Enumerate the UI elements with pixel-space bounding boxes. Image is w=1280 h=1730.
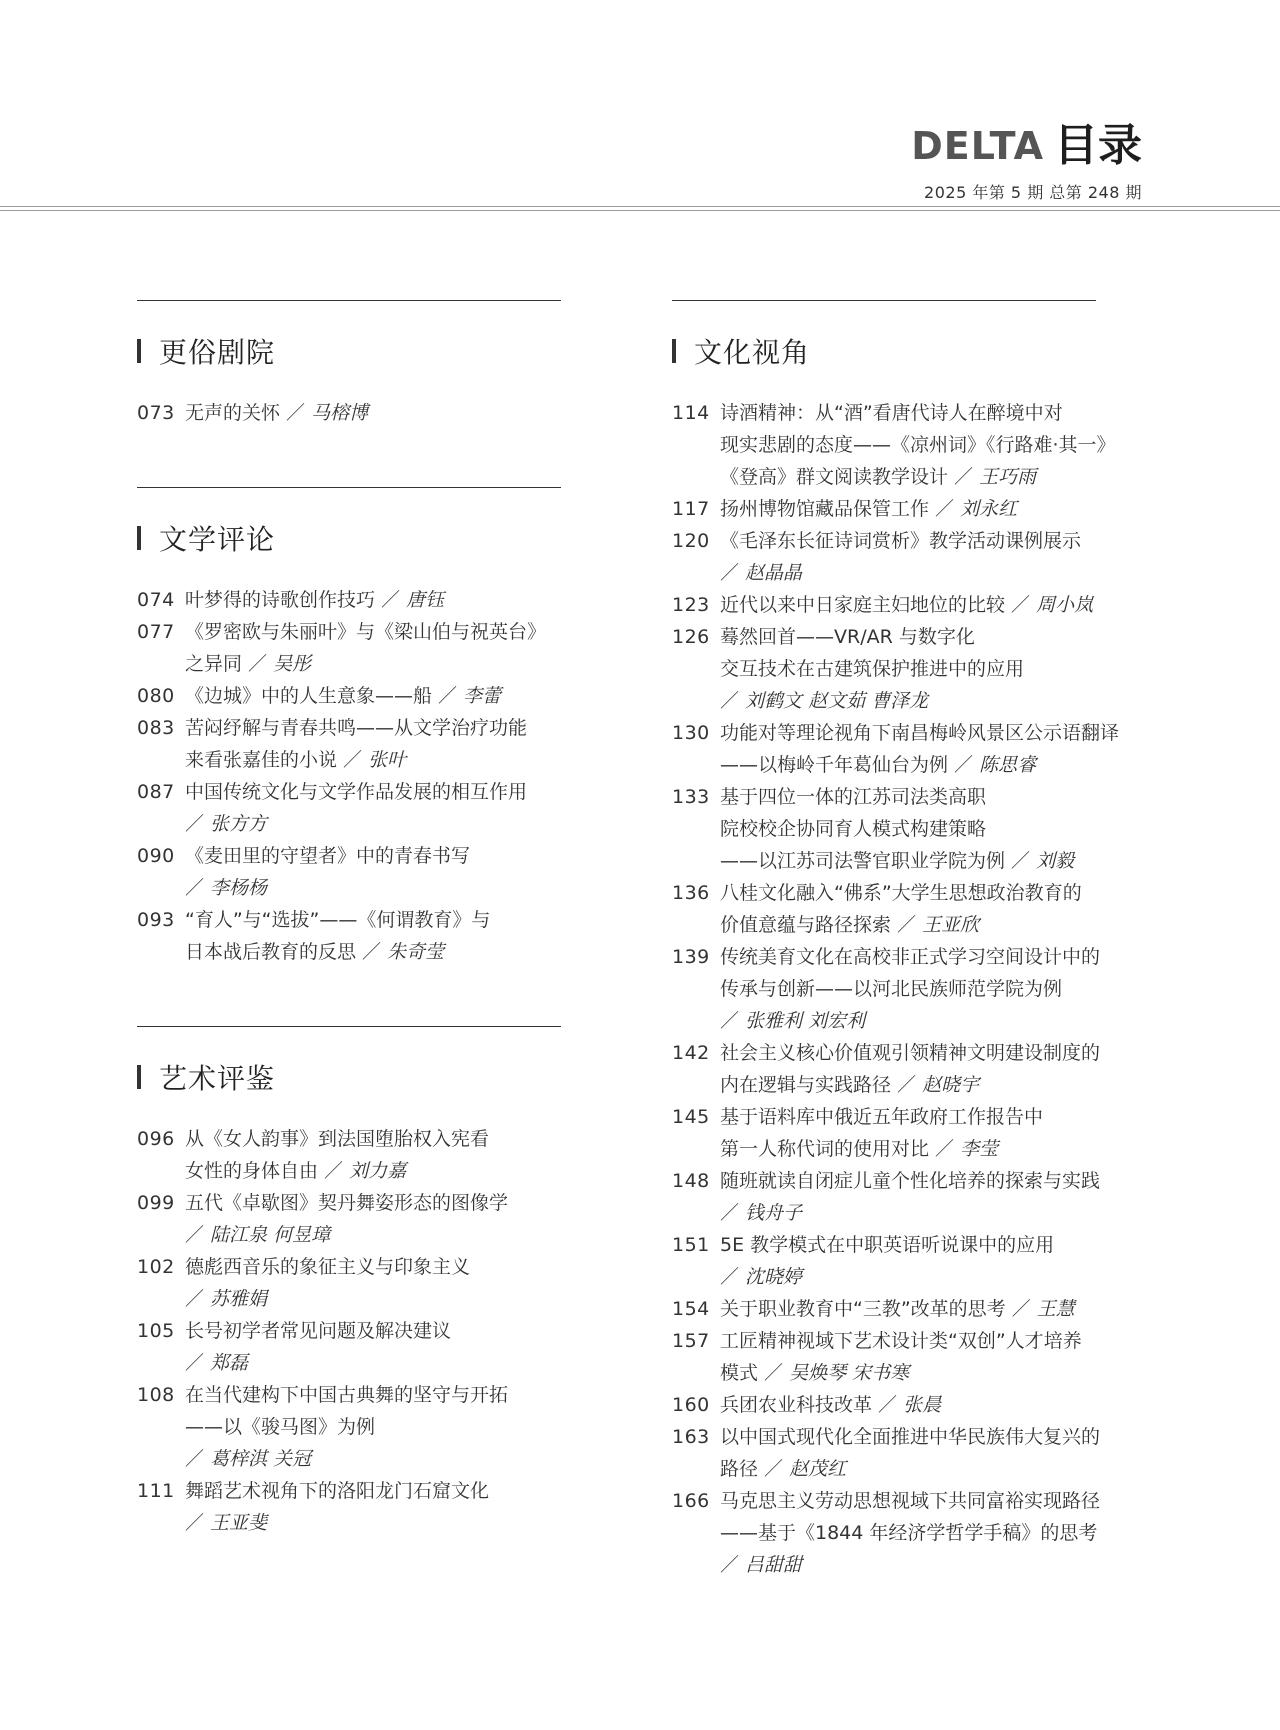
delta-logo: DELTA — [911, 124, 1044, 168]
entry-title-text: 院校校企协同育人模式构建策略 — [720, 818, 987, 840]
entry-author: 张方方 — [204, 813, 268, 835]
entry-title-line — [185, 680, 587, 712]
entry-title-line — [185, 397, 587, 429]
toc-section — [137, 487, 587, 968]
entry-text — [185, 1187, 587, 1251]
page-number: 163 — [672, 1426, 710, 1448]
entry-title-line — [720, 493, 1152, 525]
entry-title-line — [185, 840, 587, 872]
entry-title-line — [720, 1517, 1152, 1549]
entry-author: 赵晶晶 — [739, 562, 803, 584]
entry-title-text: ／ — [720, 562, 740, 584]
entry-text — [185, 1379, 587, 1475]
entry-text — [720, 941, 1152, 1037]
toc-title: 目录 — [1054, 120, 1142, 171]
section-header — [137, 518, 587, 558]
entry-title-line — [185, 1283, 587, 1315]
section-title: 艺术评鉴 — [159, 1062, 276, 1095]
entry-author: 刘力嘉 — [343, 1160, 407, 1182]
entry-title-line — [720, 397, 1152, 429]
entry-author: 王巧雨 — [973, 466, 1037, 488]
entry-author: 王亚欣 — [916, 914, 980, 936]
entry-title-text: 舞蹈艺术视角下的洛阳龙门石窟文化 — [185, 1480, 490, 1502]
page-number: 090 — [137, 845, 175, 867]
page-number: 151 — [672, 1234, 710, 1256]
page-number: 120 — [672, 530, 710, 552]
entry-title-text: 苦闷纾解与青春共鸣——从文学治疗功能 — [185, 717, 528, 739]
toc-entry[interactable] — [672, 781, 1152, 877]
masthead — [911, 120, 1142, 203]
entry-title-line — [720, 1549, 1152, 1581]
entry-title-line — [720, 1005, 1152, 1037]
section-title: 更俗剧院 — [159, 336, 276, 369]
toc-entry[interactable] — [672, 621, 1152, 717]
entry-title-line — [720, 589, 1152, 621]
entry-title-text: 蓦然回首——VR/AR 与数字化 — [720, 626, 975, 648]
entry-title-text: ／ — [185, 1288, 205, 1310]
entry-author: 赵晓宇 — [916, 1074, 980, 1096]
toc-section — [137, 300, 587, 429]
entry-text — [720, 1389, 1152, 1421]
page-number: 136 — [672, 882, 710, 904]
toc-entry[interactable] — [672, 1229, 1152, 1293]
entry-title-line — [185, 616, 587, 648]
section-header — [137, 1057, 587, 1097]
toc-entry[interactable] — [137, 680, 587, 712]
page-number: 166 — [672, 1490, 710, 1512]
toc-entry[interactable] — [137, 1315, 587, 1379]
entry-author: 吴焕琴 宋书寒 — [783, 1362, 910, 1384]
entry-author: 张晨 — [897, 1394, 942, 1416]
entry-title-line — [720, 653, 1152, 685]
entry-text — [185, 616, 587, 680]
entry-text — [720, 493, 1152, 525]
entry-text — [720, 1165, 1152, 1229]
entry-text — [720, 1293, 1152, 1325]
toc-entry[interactable] — [137, 584, 587, 616]
entry-title-text: 德彪西音乐的象征主义与印象主义 — [185, 1256, 471, 1278]
entry-title-line — [720, 685, 1152, 717]
toc-entry[interactable] — [137, 1251, 587, 1315]
entry-title-text: ／ — [185, 877, 205, 899]
page-number: 077 — [137, 621, 175, 643]
section-marker — [137, 339, 141, 363]
entry-title-text: 《罗密欧与朱丽叶》与《梁山伯与祝英台》 — [185, 621, 547, 643]
entry-text — [185, 1123, 587, 1187]
page-number: 114 — [672, 402, 710, 424]
entry-text — [720, 1037, 1152, 1101]
entry-title-text: 价值意蕴与路径探索 ／ — [720, 914, 917, 936]
entry-title-text: 五代《卓歇图》契丹舞姿形态的图像学 — [185, 1192, 509, 1214]
entry-author: 张叶 — [362, 749, 407, 771]
entry-title-text: ／ — [720, 1010, 740, 1032]
page-number: 139 — [672, 946, 710, 968]
entry-title-line — [720, 1037, 1152, 1069]
page-number: 133 — [672, 786, 710, 808]
section-marker — [137, 1065, 141, 1089]
entry-author: 吕甜甜 — [739, 1554, 803, 1576]
entry-title-text: ／ — [185, 813, 205, 835]
toc-entry[interactable] — [137, 1187, 587, 1251]
entry-title-text: 基于语料库中俄近五年政府工作报告中 — [720, 1106, 1044, 1128]
page-number: 142 — [672, 1042, 710, 1064]
entry-text — [185, 776, 587, 840]
entry-title-line — [720, 749, 1152, 781]
entry-title-text: 从《女人韵事》到法国堕胎权入宪看 — [185, 1128, 490, 1150]
entry-title-text: 日本战后教育的反思 ／ — [185, 941, 382, 963]
entry-text — [185, 1315, 587, 1379]
toc-entry[interactable] — [137, 1379, 587, 1475]
entry-author: 刘毅 — [1030, 850, 1075, 872]
entry-text — [185, 397, 587, 429]
section-title: 文化视角 — [694, 336, 811, 369]
toc-entry[interactable] — [672, 1421, 1152, 1485]
section-rule — [137, 487, 561, 488]
entry-title-text: 长号初学者常见问题及解决建议 — [185, 1320, 452, 1342]
entry-text — [185, 904, 587, 968]
entry-text — [185, 680, 587, 712]
entry-title-text: 扬州博物馆藏品保管工作 ／ — [720, 498, 955, 520]
toc-section — [137, 1026, 587, 1539]
section-marker — [672, 339, 676, 363]
entry-title-line — [185, 872, 587, 904]
toc-entry[interactable] — [672, 493, 1152, 525]
entry-title-text: 功能对等理论视角下南昌梅岭风景区公示语翻译 — [720, 722, 1120, 744]
entry-title-text: ／ — [185, 1448, 205, 1470]
entry-author: 李杨杨 — [204, 877, 268, 899]
entry-title-line — [185, 712, 587, 744]
entry-title-text: 诗酒精神：从“酒”看唐代诗人在醉境中对 — [720, 402, 1063, 424]
entry-title-text: 之异同 ／ — [185, 653, 268, 675]
entry-title-line — [720, 621, 1152, 653]
page-number: 130 — [672, 722, 710, 744]
toc-entry[interactable] — [137, 840, 587, 904]
entry-title-line — [720, 1421, 1152, 1453]
toc-entry[interactable] — [672, 717, 1152, 781]
entry-title-line — [720, 429, 1152, 461]
section-header — [672, 331, 1152, 371]
entry-title-line — [185, 808, 587, 840]
entry-text — [720, 1101, 1152, 1165]
header-rule-secondary — [0, 210, 1280, 211]
page-number: 126 — [672, 626, 710, 648]
entry-title-text: 无声的关怀 ／ — [185, 402, 306, 424]
toc-entry[interactable] — [137, 1123, 587, 1187]
entry-text — [720, 1325, 1152, 1389]
page-number: 099 — [137, 1192, 175, 1214]
entry-title-line — [720, 1325, 1152, 1357]
toc-entry[interactable] — [137, 712, 587, 776]
toc-entry[interactable] — [137, 397, 587, 429]
toc-entry[interactable] — [672, 525, 1152, 589]
entry-author: 陈思睿 — [973, 754, 1037, 776]
entry-title-line — [185, 584, 587, 616]
entry-author: 唐钰 — [400, 589, 445, 611]
entry-title-line — [720, 813, 1152, 845]
entry-title-text: 八桂文化融入“佛系”大学生思想政治教育的 — [720, 882, 1082, 904]
entry-title-text: 来看张嘉佳的小说 ／ — [185, 749, 363, 771]
entry-author: 郑磊 — [204, 1352, 249, 1374]
entry-text — [720, 525, 1152, 589]
page-number: 087 — [137, 781, 175, 803]
page-number: 160 — [672, 1394, 710, 1416]
entry-title-line — [720, 1069, 1152, 1101]
issue-info: 2025 年第 5 期 总第 248 期 — [924, 183, 1142, 202]
entry-title-line — [720, 973, 1152, 1005]
entry-title-line — [185, 776, 587, 808]
page-number: 083 — [137, 717, 175, 739]
page-number: 117 — [672, 498, 710, 520]
left-column — [137, 300, 587, 1597]
page-number: 157 — [672, 1330, 710, 1352]
entry-text — [720, 781, 1152, 877]
entry-title-text: 《毛泽东长征诗词赏析》教学活动课例展示 — [720, 530, 1082, 552]
page-number: 080 — [137, 685, 175, 707]
section-rule — [672, 300, 1096, 301]
entry-title-text: 传统美育文化在高校非正式学习空间设计中的 — [720, 946, 1101, 968]
entry-title-text: 社会主义核心价值观引领精神文明建设制度的 — [720, 1042, 1101, 1064]
page-number: 074 — [137, 589, 175, 611]
entry-author: 刘鹤文 赵文茹 曹泽龙 — [739, 690, 929, 712]
entry-title-line — [185, 1411, 587, 1443]
toc-entry[interactable] — [672, 941, 1152, 1037]
toc-entry[interactable] — [137, 776, 587, 840]
right-column — [672, 300, 1152, 1639]
toc-entry[interactable] — [672, 397, 1152, 493]
entry-title-text: ——以江苏司法警官职业学院为例 ／ — [720, 850, 1031, 872]
entry-title-line — [185, 648, 587, 680]
toc-entry[interactable] — [672, 1485, 1152, 1581]
entry-title-line — [720, 1133, 1152, 1165]
entry-title-line — [185, 1315, 587, 1347]
entry-author: 朱奇莹 — [381, 941, 445, 963]
entry-title-text: ——以《骏马图》为例 — [185, 1416, 376, 1438]
entry-title-text: “育人”与“选拔”——《何谓教育》与 — [185, 909, 491, 931]
entry-title-line — [185, 744, 587, 776]
entry-title-line — [720, 781, 1152, 813]
entry-title-text: 《麦田里的守望者》中的青春书写 — [185, 845, 471, 867]
entry-author: 张雅利 刘宏利 — [739, 1010, 866, 1032]
masthead-row — [911, 120, 1142, 171]
entry-title-line — [720, 1389, 1152, 1421]
entry-title-text: 马克思主义劳动思想视域下共同富裕实现路径 — [720, 1490, 1101, 1512]
entry-title-line — [185, 1347, 587, 1379]
entry-author: 赵茂红 — [783, 1458, 847, 1480]
entry-author: 李莹 — [954, 1138, 999, 1160]
entry-title-text: ／ — [720, 690, 740, 712]
entry-title-line — [720, 557, 1152, 589]
entry-title-text: 工匠精神视域下艺术设计类“双创”人才培养 — [720, 1330, 1082, 1352]
entry-title-line — [185, 1443, 587, 1475]
entry-title-text: 传承与创新——以河北民族师范学院为例 — [720, 978, 1063, 1000]
section-rule — [137, 1026, 561, 1027]
entry-author: 苏雅娟 — [204, 1288, 268, 1310]
entry-text — [185, 1251, 587, 1315]
entry-title-text: 随班就读自闭症儿童个性化培养的探索与实践 — [720, 1170, 1101, 1192]
entry-author: 周小岚 — [1030, 594, 1094, 616]
toc-section — [672, 300, 1152, 1581]
page-number: 105 — [137, 1320, 175, 1342]
entry-title-line — [720, 1293, 1152, 1325]
entry-text — [185, 712, 587, 776]
entry-title-line — [720, 845, 1152, 877]
entry-title-text: 《登高》群文阅读教学设计 ／ — [720, 466, 974, 488]
entry-author: 沈晓婷 — [739, 1266, 803, 1288]
toc-entry[interactable] — [672, 1293, 1152, 1325]
entry-title-line — [185, 1187, 587, 1219]
entry-author: 刘永红 — [954, 498, 1018, 520]
entry-author: 葛梓淇 关冠 — [204, 1448, 312, 1470]
entry-title-text: 模式 ／ — [720, 1362, 784, 1384]
entry-title-line — [720, 1485, 1152, 1517]
entry-author: 马榕博 — [305, 402, 369, 424]
entry-author: 王慧 — [1030, 1298, 1075, 1320]
header-rule — [0, 206, 1280, 207]
entry-title-text: 《边城》中的人生意象——船 ／ — [185, 685, 458, 707]
entry-title-text: ——基于《1844 年经济学哲学手稿》的思考 — [720, 1522, 1098, 1544]
entry-title-line — [720, 1165, 1152, 1197]
entry-author: 王亚斐 — [204, 1512, 268, 1534]
entry-text — [720, 589, 1152, 621]
entry-title-line — [185, 1155, 587, 1187]
entry-title-text: 5E 教学模式在中职英语听说课中的应用 — [720, 1234, 1055, 1256]
entry-author: 吴彤 — [267, 653, 312, 675]
toc-entry[interactable] — [672, 1165, 1152, 1229]
entry-title-line — [185, 904, 587, 936]
section-header — [137, 331, 587, 371]
page-number: 123 — [672, 594, 710, 616]
entry-title-text: 基于四位一体的江苏司法类高职 — [720, 786, 987, 808]
entry-author: 钱舟子 — [739, 1202, 803, 1224]
entry-title-text: ——以梅岭千年葛仙台为例 ／ — [720, 754, 974, 776]
entry-text — [720, 621, 1152, 717]
page-number: 111 — [137, 1480, 175, 1502]
entry-title-line — [720, 1261, 1152, 1293]
entry-title-text: ／ — [185, 1352, 205, 1374]
entry-title-text: 内在逻辑与实践路径 ／ — [720, 1074, 917, 1096]
entry-title-text: 在当代建构下中国古典舞的坚守与开拓 — [185, 1384, 509, 1406]
entry-title-text: 近代以来中日家庭主妇地位的比较 ／ — [720, 594, 1031, 616]
page-number: 096 — [137, 1128, 175, 1150]
entry-title-text: 第一人称代词的使用对比 ／ — [720, 1138, 955, 1160]
entry-title-line — [720, 1197, 1152, 1229]
entry-title-text: 关于职业教育中“三教”改革的思考 ／ — [720, 1298, 1031, 1320]
toc-entry[interactable] — [672, 589, 1152, 621]
entry-text — [720, 1485, 1152, 1581]
entry-title-text: 中国传统文化与文学作品发展的相互作用 — [185, 781, 528, 803]
entry-title-text: ／ — [720, 1202, 740, 1224]
entry-text — [720, 1229, 1152, 1293]
page-number: 145 — [672, 1106, 710, 1128]
entry-title-line — [720, 717, 1152, 749]
toc-entry[interactable] — [672, 877, 1152, 941]
toc-entry[interactable] — [137, 616, 587, 680]
page-number: 093 — [137, 909, 175, 931]
section-title: 文学评论 — [159, 523, 276, 556]
entry-text — [185, 840, 587, 904]
entry-title-line — [185, 1507, 587, 1539]
entry-title-line — [185, 1475, 587, 1507]
page-number: 108 — [137, 1384, 175, 1406]
entry-title-text: ／ — [720, 1554, 740, 1576]
entry-text — [720, 717, 1152, 781]
toc-entry[interactable] — [672, 1101, 1152, 1165]
entry-title-text: 路径 ／ — [720, 1458, 784, 1480]
entry-title-line — [720, 909, 1152, 941]
entry-title-line — [185, 936, 587, 968]
entry-title-line — [185, 1123, 587, 1155]
toc-entry[interactable] — [137, 1475, 587, 1539]
entry-title-line — [720, 461, 1152, 493]
entry-text — [720, 397, 1152, 493]
entry-title-line — [720, 1357, 1152, 1389]
entry-title-text: ／ — [185, 1224, 205, 1246]
page-number: 073 — [137, 402, 175, 424]
entry-title-text: 以中国式现代化全面推进中华民族伟大复兴的 — [720, 1426, 1101, 1448]
entry-title-line — [185, 1379, 587, 1411]
entry-title-line — [185, 1219, 587, 1251]
toc-entry[interactable] — [672, 1389, 1152, 1421]
entry-title-line — [720, 1101, 1152, 1133]
entry-text — [720, 877, 1152, 941]
page-number: 102 — [137, 1256, 175, 1278]
entry-title-text: 兵团农业科技改革 ／ — [720, 1394, 898, 1416]
entry-title-line — [720, 1229, 1152, 1261]
entry-author: 李蕾 — [457, 685, 502, 707]
toc-entry[interactable] — [672, 1325, 1152, 1389]
entry-title-text: ／ — [185, 1512, 205, 1534]
toc-entry[interactable] — [672, 1037, 1152, 1101]
entry-title-text: 现实悲剧的态度——《凉州词》《行路难·其一》 — [720, 434, 1116, 456]
entry-text — [185, 1475, 587, 1539]
section-marker — [137, 526, 141, 550]
entry-author: 陆江泉 何昱璋 — [204, 1224, 331, 1246]
page-number: 154 — [672, 1298, 710, 1320]
entry-title-text: 叶梦得的诗歌创作技巧 ／ — [185, 589, 401, 611]
section-rule — [137, 300, 561, 301]
entry-title-line — [720, 941, 1152, 973]
entry-text — [185, 584, 587, 616]
entry-title-text: 交互技术在古建筑保护推进中的应用 — [720, 658, 1025, 680]
entry-text — [720, 1421, 1152, 1485]
toc-entry[interactable] — [137, 904, 587, 968]
entry-title-line — [720, 525, 1152, 557]
entry-title-line — [720, 1453, 1152, 1485]
entry-title-text: 女性的身体自由 ／ — [185, 1160, 344, 1182]
entry-title-line — [185, 1251, 587, 1283]
entry-title-text: ／ — [720, 1266, 740, 1288]
page-number: 148 — [672, 1170, 710, 1192]
entry-title-line — [720, 877, 1152, 909]
